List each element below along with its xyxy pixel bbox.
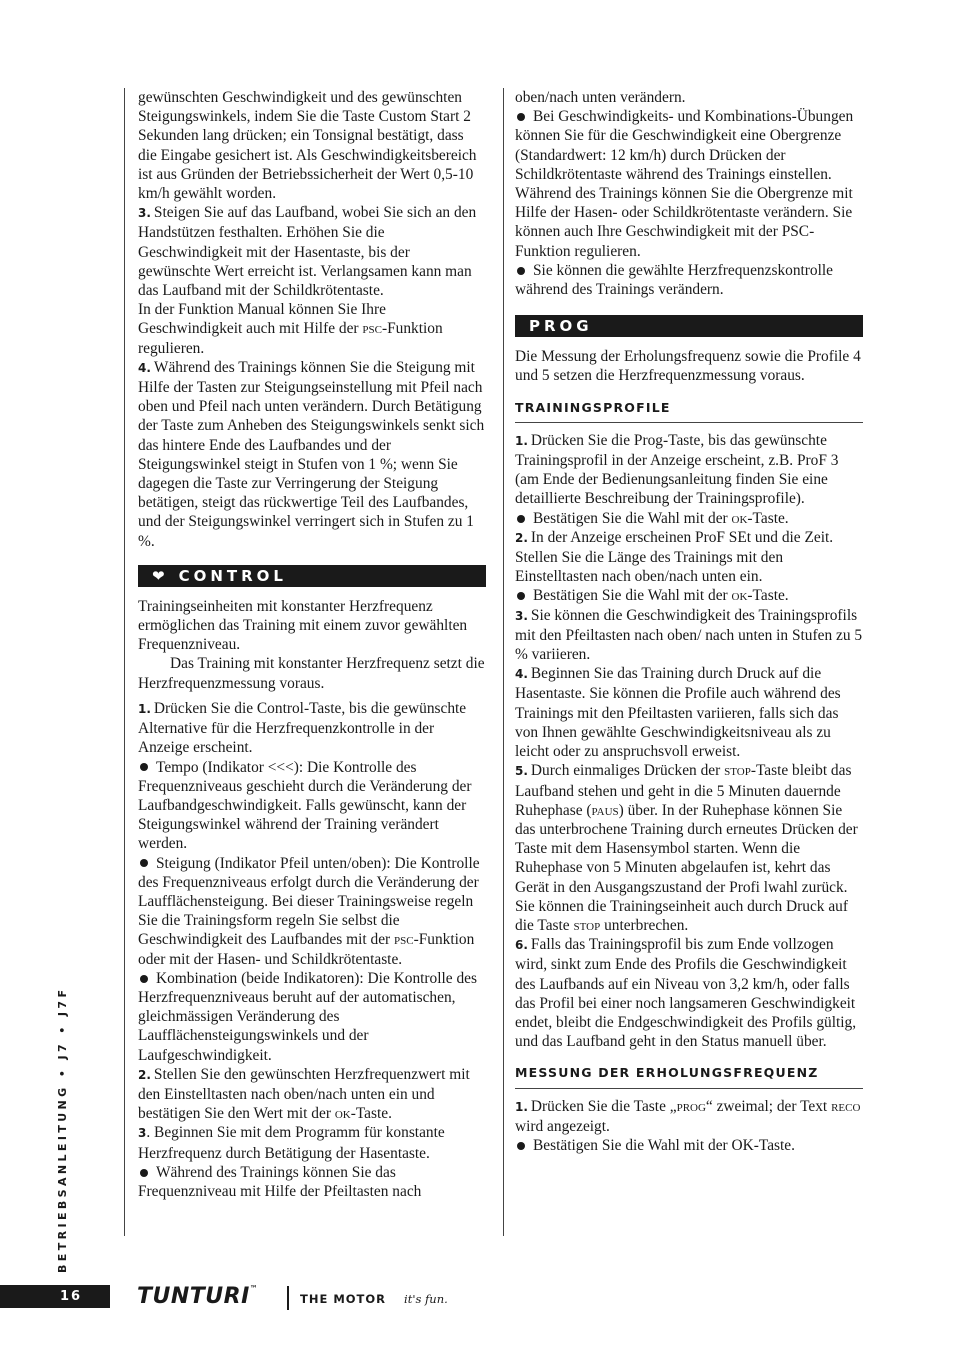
control-intro-2: Das Training mit konstanter Herzfrequenz setzt die Herzfrequenzmessung voraus. [138,655,485,692]
control-step-2 [138,1065,486,1124]
tagline-text: THE MOTOR [300,1292,387,1306]
control-step-1 [138,699,486,758]
bullet-text: Steigung (Indikator Pfeil unten/oben): Die Kontrolle des Frequenzniveaus erfolgt durch die Veränderung der Laufflächensteigung. Bei dieser Trainingsweise regeln Sie die Trainingsform regeln Sie selbst die Geschwindigkeit des Laufbandes mit der [138,854,480,949]
bullet-confirm-ef [515,1136,863,1155]
step-number: 1. [138,701,151,716]
bullet-confirm-2 [515,586,863,605]
prog-intro: Die Messung der Erholungsfrequenz sowie die Profile 4 und 5 setzen die Herzfrequenzmessung voraus. [515,348,861,385]
spacer [138,587,486,597]
heart-icon: ❤ [152,566,165,585]
right-column [503,88,863,1236]
bullet-obergrenze [515,107,863,261]
erholungsfrequenz-heading: MESSUNG DER ERHOLUNGSFREQUENZ [515,1063,863,1088]
tagline-script: it's fun. [404,1292,448,1306]
control-step-3 [138,1123,486,1162]
step-4 [138,358,486,551]
bullet-text-end: -Funktion oder mit der Hasen- und Schildkrötentaste. [138,931,475,968]
control-heading-text: CONTROL [178,566,287,585]
step-text: Drücken Sie die Control-Taste, bis die gewünschte Alternative für die Herzfrequenzkontrolle in der Anzeige erscheint. [138,699,467,757]
step-text: In der Anzeige erscheinen ProF SEt und die Zeit. Stellen Sie die Länge des Trainings mit den Einstelltasten nach oben/nach unten ein. [515,528,834,586]
control-intro: Trainingseinheiten mit konstanter Herzfrequenz ermöglichen das Training mit einem zuvor gewählten Frequenzniveau. [138,597,468,654]
ok-term: ok [334,1105,351,1123]
brand-tagline [300,1292,448,1306]
bullet-confirm-1 [515,509,863,528]
prog-step-4 [515,664,863,761]
trademark-mark: ™ [249,1284,259,1293]
prog-section-heading: PROG [515,315,863,337]
brand-text: TUNTURI [137,1284,250,1309]
bullet-text: Tempo (Indikator <<<): Die Kontrolle des Frequenzniveaus geschieht durch die Veränderung der Laufbandgeschwindigkeit. Falls gewünscht, kann der Steigungswinkel während der Training verändert werden. [138,758,472,853]
bullet-icon [517,1142,525,1150]
step-text: Drücken Sie die Taste „ [530,1097,677,1115]
step-number: 5. [515,764,528,779]
manual-note-text: In der Funktion Manual können Sie Ihre Geschwindigkeit auch mit Hilfe der [138,301,386,338]
step-text-d: unterbrechen. [604,916,689,934]
step-text-c: wird angezeigt. [515,1117,610,1135]
bullet-icon [140,1169,148,1177]
stop-term: stop [724,762,751,780]
bullet-icon [517,515,525,523]
trainingsprofile-heading: TRAININGSPROFILE [515,398,863,423]
step-number: 3 [138,1126,147,1141]
step-text: Stellen Sie den gewünschten Herzfrequenzwert mit den Einstelltasten nach oben/nach unten ein und bestätigen Sie den Wert mit der [138,1065,470,1123]
prog-step-6 [515,935,863,1051]
prog-step-2 [515,528,863,587]
step-text: Während des Trainings können Sie die Steigung mit Hilfe der Tasten zur Steigungseinstellung mit Pfeil nach oben und Pfeil nach unten verändern. Durch Betätigung der Taste zum Anheben des Steigungswinkels senkt sich das hintere Ende des Laufbandes und der Steigungswinkel steigt in Stufen von 1 %; wenn Sie dagegen die Taste zur Verringerung der Steigung betätigen, steigt das rückwertige Teil des Laufbandes, und der Steigungswinkel verringert sich in Stufen zu 1 %. [138,358,485,550]
continuation-text: oben/nach unten verändern. [515,89,686,106]
bullet-icon [140,859,148,867]
prog-step-3 [515,606,863,665]
step-text: Beginnen Sie das Training durch Druck auf die Hasentaste. Sie können die Profile auch während des Trainings mit den Pfeiltasten variieren, falls sich das von Ihnen gewählte Geschwindigkeitsniveau als zu leicht oder zu anspruchsvoll erweist. [515,665,841,761]
reco-term: reco [831,1097,861,1115]
spacer [138,551,486,565]
bullet-herzfrequenzkontrolle [515,261,863,299]
page-number: 16 [0,1285,110,1308]
step-text-b: “ zweimal; der Text [705,1097,828,1115]
step-3 [138,203,486,300]
manual-note-text-end: -Funktion regulieren. [138,320,443,357]
ok-term: ok [731,509,748,527]
manual-note [138,300,486,358]
left-column [124,88,486,1236]
bullet-steigung [138,854,486,969]
step-text-c: ) über. In der Ruhephase können Sie das unterbrochene Training durch erneutes Drücken der Taste mit dem Hasensymbol starten. Wenn die Ruhephase von 5 Minuten abgelaufen ist, kehrt das Gerät in den Ausgangszustand der Profi lwahl zurück. Sie können die Trainingseinheit auch durch Druck auf die Taste [515,801,858,934]
step-text: Steigen Sie auf das Laufband, wobei Sie sich an den Handstützen festhalten. Erhöhen Sie die Geschwindigkeit mit der Hasentaste, bis der gewünschte Wert erreicht ist. Verlangsamen kann man das Laufband mit der Schildkrötentaste. [138,204,477,300]
step-text: Sie können die Geschwindigkeit des Trainingsprofils mit den Pfeiltasten nach oben/ nach unten in Stufen zu 5 % variieren. [515,606,863,664]
bullet-kombination [138,969,486,1065]
paus-term: paus [591,801,619,819]
step-text: . Beginnen Sie mit dem Programm für konstante Herzfrequenz durch Betätigung der Hasentaste. [138,1124,445,1162]
bullet-text: Kombination (beide Indikatoren): Die Kontrolle des Herzfrequenzniveaus beruht auf der automatischen, gleichmässigen Veränderung des Laufflächensteigungswinkels und der Laufgeschwindigkeit. [138,969,477,1064]
step-text: Drücken Sie die Prog-Taste, bis das gewünschte Trainingsprofil in der Anzeige erscheint, z.B. ProF 3 (am Ende der Bedienungsanleitung finden Sie eine detaillierte Beschreibung der Trainingsprofile). [515,431,839,508]
bullet-text-end: -Taste. [747,509,789,527]
intro-paragraph: gewünschten Geschwindigkeit und des gewünschten Steigungswinkels, indem Sie die Taste Custom Start 2 Sekunden lang drücken; ein Tonsignal bestätigt, dass die Eingabe gesichert ist. Als Geschwindigkeitsbereich ist aus Gründen der Betriebssicherheit der Wert 0,5-10 km/h gewählt worden. [138,89,477,203]
bullet-icon [517,592,525,600]
bullet-text-end: -Taste. [747,587,789,605]
bullet-icon [140,763,148,771]
step-number: 2. [138,1067,151,1082]
step-text-b: -Taste bleibt das Laufband stehen und geht in die 5 Minuten dauernde Ruhephase ( [515,762,852,819]
step-number: 3. [515,608,528,623]
bullet-text: Bestätigen Sie die Wahl mit der [533,587,728,605]
psc-term: psc [362,320,382,338]
prog-step-5 [515,761,863,935]
ok-term: ok [731,587,748,605]
logo-divider [287,1286,289,1310]
bullet-tempo [138,758,486,854]
bullet-icon [517,267,525,275]
bullet-icon [140,975,148,983]
bullet-text: Während des Trainings können Sie das Frequenzniveau mit Hilfe der Pfeiltasten nach [138,1163,422,1200]
bullet-text: Sie können die gewählte Herzfrequenzskontrolle während des Trainings verändern. [515,261,834,299]
step-number: 4. [138,360,151,375]
step-text-end: -Taste. [350,1105,392,1123]
spacer [515,299,863,315]
prog-key-term: prog [676,1097,706,1115]
psc-term: psc [394,931,414,949]
control-section-heading [138,565,486,587]
spacer [515,386,863,398]
side-label-manual: BETRIEBSANLEITUNG • J7 • J7F [56,986,69,1273]
step-number: 4. [515,667,528,682]
spacer [515,1051,863,1063]
step-number: 6. [515,938,528,953]
ef-step-1 [515,1097,863,1136]
stop-term: stop [573,916,601,934]
step-number: 1. [515,433,528,448]
prog-step-1 [515,431,863,509]
tunturi-logo [137,1284,258,1309]
bullet-text: Bestätigen Sie die Wahl mit der OK-Taste. [533,1136,795,1154]
bullet-frequenzniveau [138,1163,486,1201]
step-number: 1. [515,1099,528,1114]
bullet-text: Bei Geschwindigkeits- und Kombinations-Übungen können Sie für die Geschwindigkeit eine Obergrenze (Standardwert: 12 km/h) durch Drücken der Schildkrötentaste während des Trainings einstellen. Während des Trainings können Sie die Obergrenze mit Hilfe der Hasen- oder Schildkrötentaste verändern. Sie können auch Ihre Geschwindigkeit mit der PSC-Funktion regulieren. [515,108,854,260]
spacer [515,337,863,347]
step-number: 2. [515,530,528,545]
step-text: Falls das Trainingsprofil bis zum Ende vollzogen wird, sinkt zum Ende des Profils die Geschwindigkeit des Laufbands auf ein Niveau von 3,2 km/h, oder falls das Profil bei einer noch langsameren Geschwindigkeit endet, bleibt die Endgeschwindigkeit des Profils gültig, und das Laufband geht in den Status manuell über. [515,936,857,1051]
step-number: 3. [138,206,151,221]
bullet-icon [517,113,525,121]
step-text: Durch einmaliges Drücken der [530,762,721,780]
bullet-text: Bestätigen Sie die Wahl mit der [533,509,728,527]
